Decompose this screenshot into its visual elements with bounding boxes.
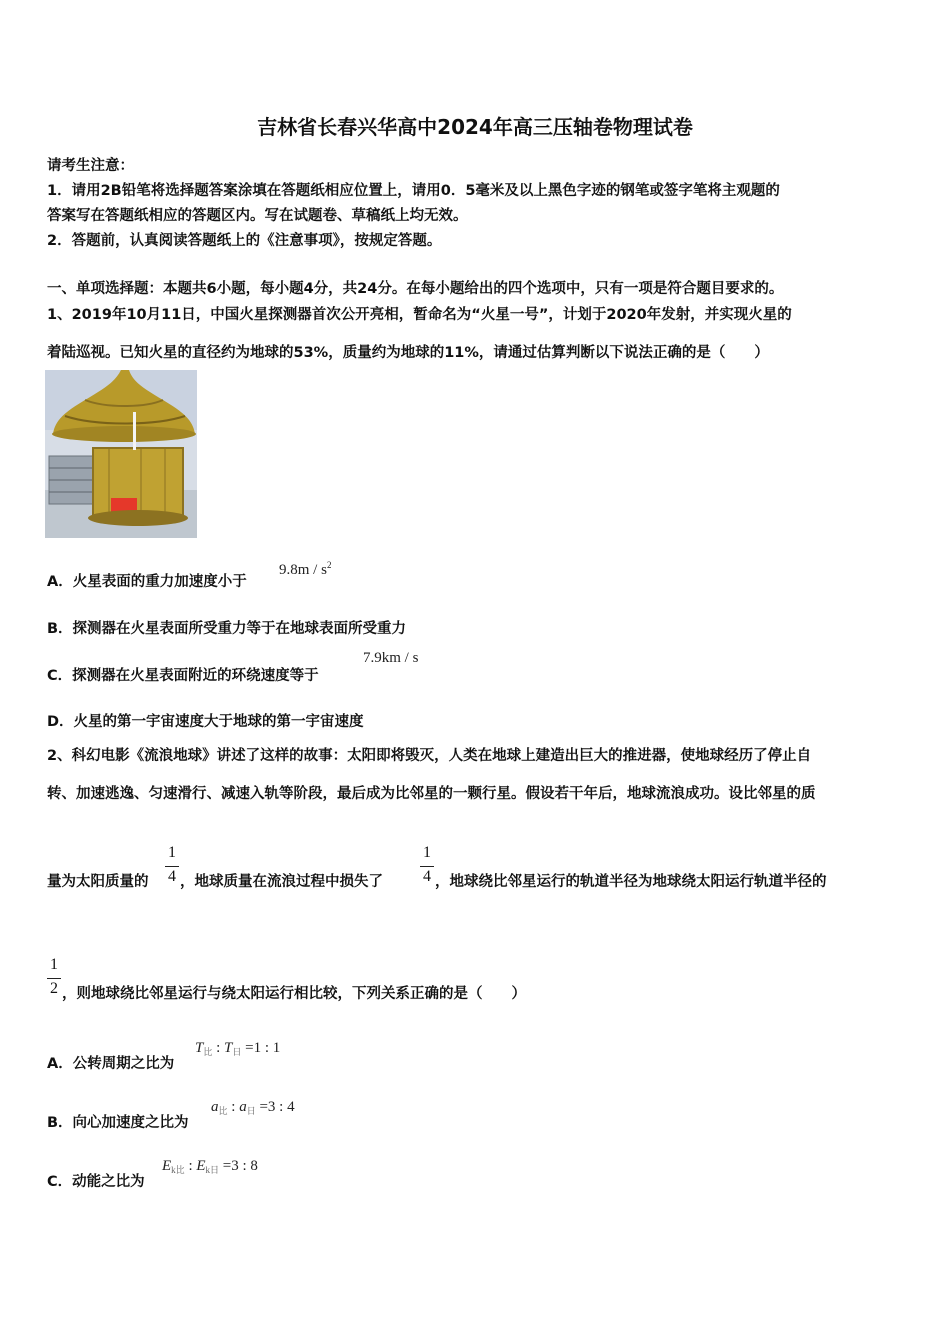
q2-stem-line-3a: 量为太阳质量的	[47, 874, 149, 890]
q2-option-b-math: $a_比$ : $a_日 =3$ : 4	[211, 1099, 295, 1116]
section-heading: 一、单项选择题：本题共6小题，每小题4分，共24分。在每小题给出的四个选项中，只有一项是符合题目要求的。	[47, 281, 784, 297]
q2-option-a: A．公转周期之比为	[47, 1056, 175, 1072]
notice-heading: 请考生注意：	[47, 158, 134, 174]
q1-option-d: D．火星的第一宇宙速度大于地球的第一宇宙速度	[47, 714, 364, 730]
q1-option-a: A．火星表面的重力加速度小于	[47, 574, 247, 590]
notice-item-2: 2．答题前，认真阅读答题纸上的《注意事项》，按规定答题。	[47, 233, 442, 249]
q1-option-c: C．探测器在火星表面附近的环绕速度等于	[47, 668, 319, 684]
q1-stem-line-1: 1、2019年10月11日，中国火星探测器首次公开亮相，暂命名为“火星一号”，计划于2020年发射，并实现火星的	[47, 307, 792, 323]
q2-option-b: B．向心加速度之比为	[47, 1115, 189, 1131]
q1-option-c-math: 7.9km / s	[363, 650, 419, 666]
q2-option-c-math: $E_{k比}$ : $E_{k日} =3$ : 8	[162, 1158, 258, 1175]
q2-option-a-math: $T_比$ : $T_日 =1$ : 1	[195, 1040, 281, 1057]
q1-option-b: B．探测器在火星表面所受重力等于在地球表面所受重力	[47, 621, 407, 637]
notice-item-1-line-1: 1．请用2B铅笔将选择题答案涂填在答题纸相应位置上，请用0．5毫米及以上黑色字迹的钢笔或签字笔将主观题的	[47, 183, 780, 199]
q1-option-a-math: $9.8m / s^2$	[279, 560, 332, 578]
q1-stem-line-2: 着陆巡视。已知火星的直径约为地球的53%，质量约为地球的11%，请通过估算判断以下说法正确的是（ ）	[47, 345, 769, 361]
q2-stem-line-4: ，则地球绕比邻星运行与绕太阳运行相比较，下列关系正确的是（ ）	[62, 986, 526, 1002]
notice-item-1-line-2: 答案写在答题纸相应的答题区内。写在试题卷、草稿纸上均无效。	[47, 208, 468, 224]
q2-stem-line-3b: ，地球质量在流浪过程中损失了	[180, 874, 383, 890]
mars-probe-photo	[45, 370, 197, 538]
q2-stem-line-2: 转、加速逃逸、匀速滑行、减速入轨等阶段，最后成为比邻星的一颗行星。假设若干年后，地球流浪成功。设比邻星的质	[47, 786, 816, 802]
q2-stem-line-3c: ，地球绕比邻星运行的轨道半径为地球绕太阳运行轨道半径的	[435, 874, 827, 890]
page-title: 吉林省长春兴华高中2024年高三压轴卷物理试卷	[257, 115, 693, 139]
mars-probe-illustration	[45, 370, 197, 538]
q2-stem-line-1: 2、科幻电影《流浪地球》讲述了这样的故事：太阳即将毁灭，人类在地球上建造出巨大的推进器，使地球经历了停止自	[47, 748, 812, 764]
q2-option-c: C．动能之比为	[47, 1174, 145, 1190]
